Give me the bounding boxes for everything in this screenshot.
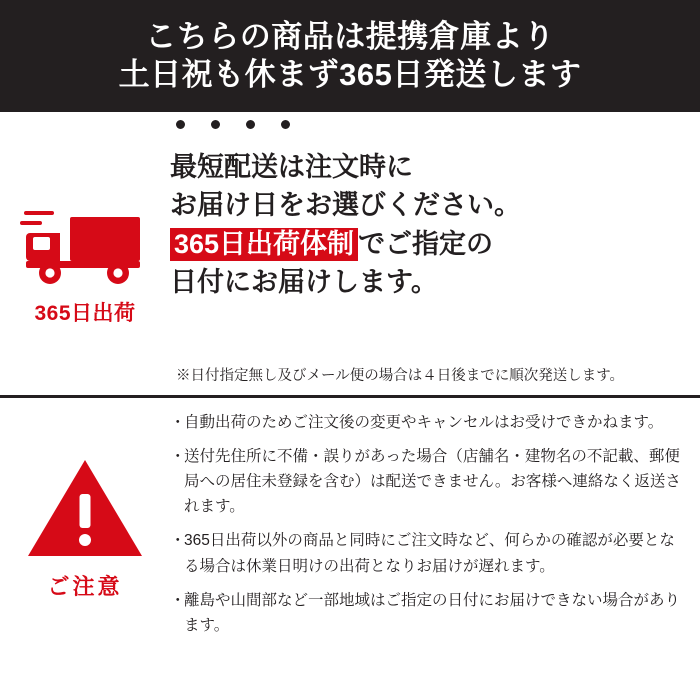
list-item [170,588,684,638]
header-band [0,0,700,112]
dot-icon [246,120,255,129]
header-line-2: 土日祝も休まず365日発送します [118,57,582,92]
caution-icon-block [0,404,170,697]
decorative-dots [176,120,290,129]
shipping-line-1: 最短配送は注文時に [170,152,413,182]
caution-section [0,398,700,697]
shipping-section [0,112,700,398]
bullet-icon: ・ [170,414,186,431]
bullet-icon: ・ [170,591,186,609]
shipping-note: ※日付指定無し及びメール便の場合は４日後までに順次発送します。 [176,368,625,384]
truck-label: 365日出荷 [34,301,136,325]
header-line-1: こちらの商品は提携倉庫より [145,19,555,55]
shipping-text-block [170,112,700,395]
shipping-icon-block [0,112,170,395]
dot-icon [281,120,290,129]
shipping-line-3 [170,225,686,263]
shipping-line-3-rest: でご指定の [358,228,494,259]
delivery-truck-icon [20,199,150,291]
bullet-icon: ・ [170,448,186,466]
bullet-icon: ・ [170,532,186,550]
caution-list [170,404,700,697]
list-item [170,410,684,435]
list-item-text: 自動出荷のためご注文後の変更やキャンセルはお受けできかねます。 [184,414,664,431]
list-item-text: 365日出荷以外の商品と同時にご注文時など、何らかの確認が必要となる場合は休業日明けの出荷となりお届けが遅れます。 [184,532,675,575]
caution-label: ご注意 [47,574,123,599]
list-item [170,444,684,519]
highlight-badge: 365日出荷体制 [170,228,358,261]
dot-icon [211,120,220,129]
dot-icon [176,120,185,129]
list-item-text: 送付先住所に不備・誤りがあった場合（店舗名・建物名の不記載、郵便局への居住未登録を含む）は配送できません。お客様へ連絡なく返送されます。 [184,448,681,516]
warning-triangle-icon [26,456,144,560]
list-item-text: 離島や山間部など一部地域はご指定の日付にお届けできない場合があります。 [184,591,681,634]
list-item [170,528,684,578]
shipping-line-2: お届け日をお選びください。 [170,190,521,221]
shipping-line-4: 日付にお届けします。 [170,266,438,297]
